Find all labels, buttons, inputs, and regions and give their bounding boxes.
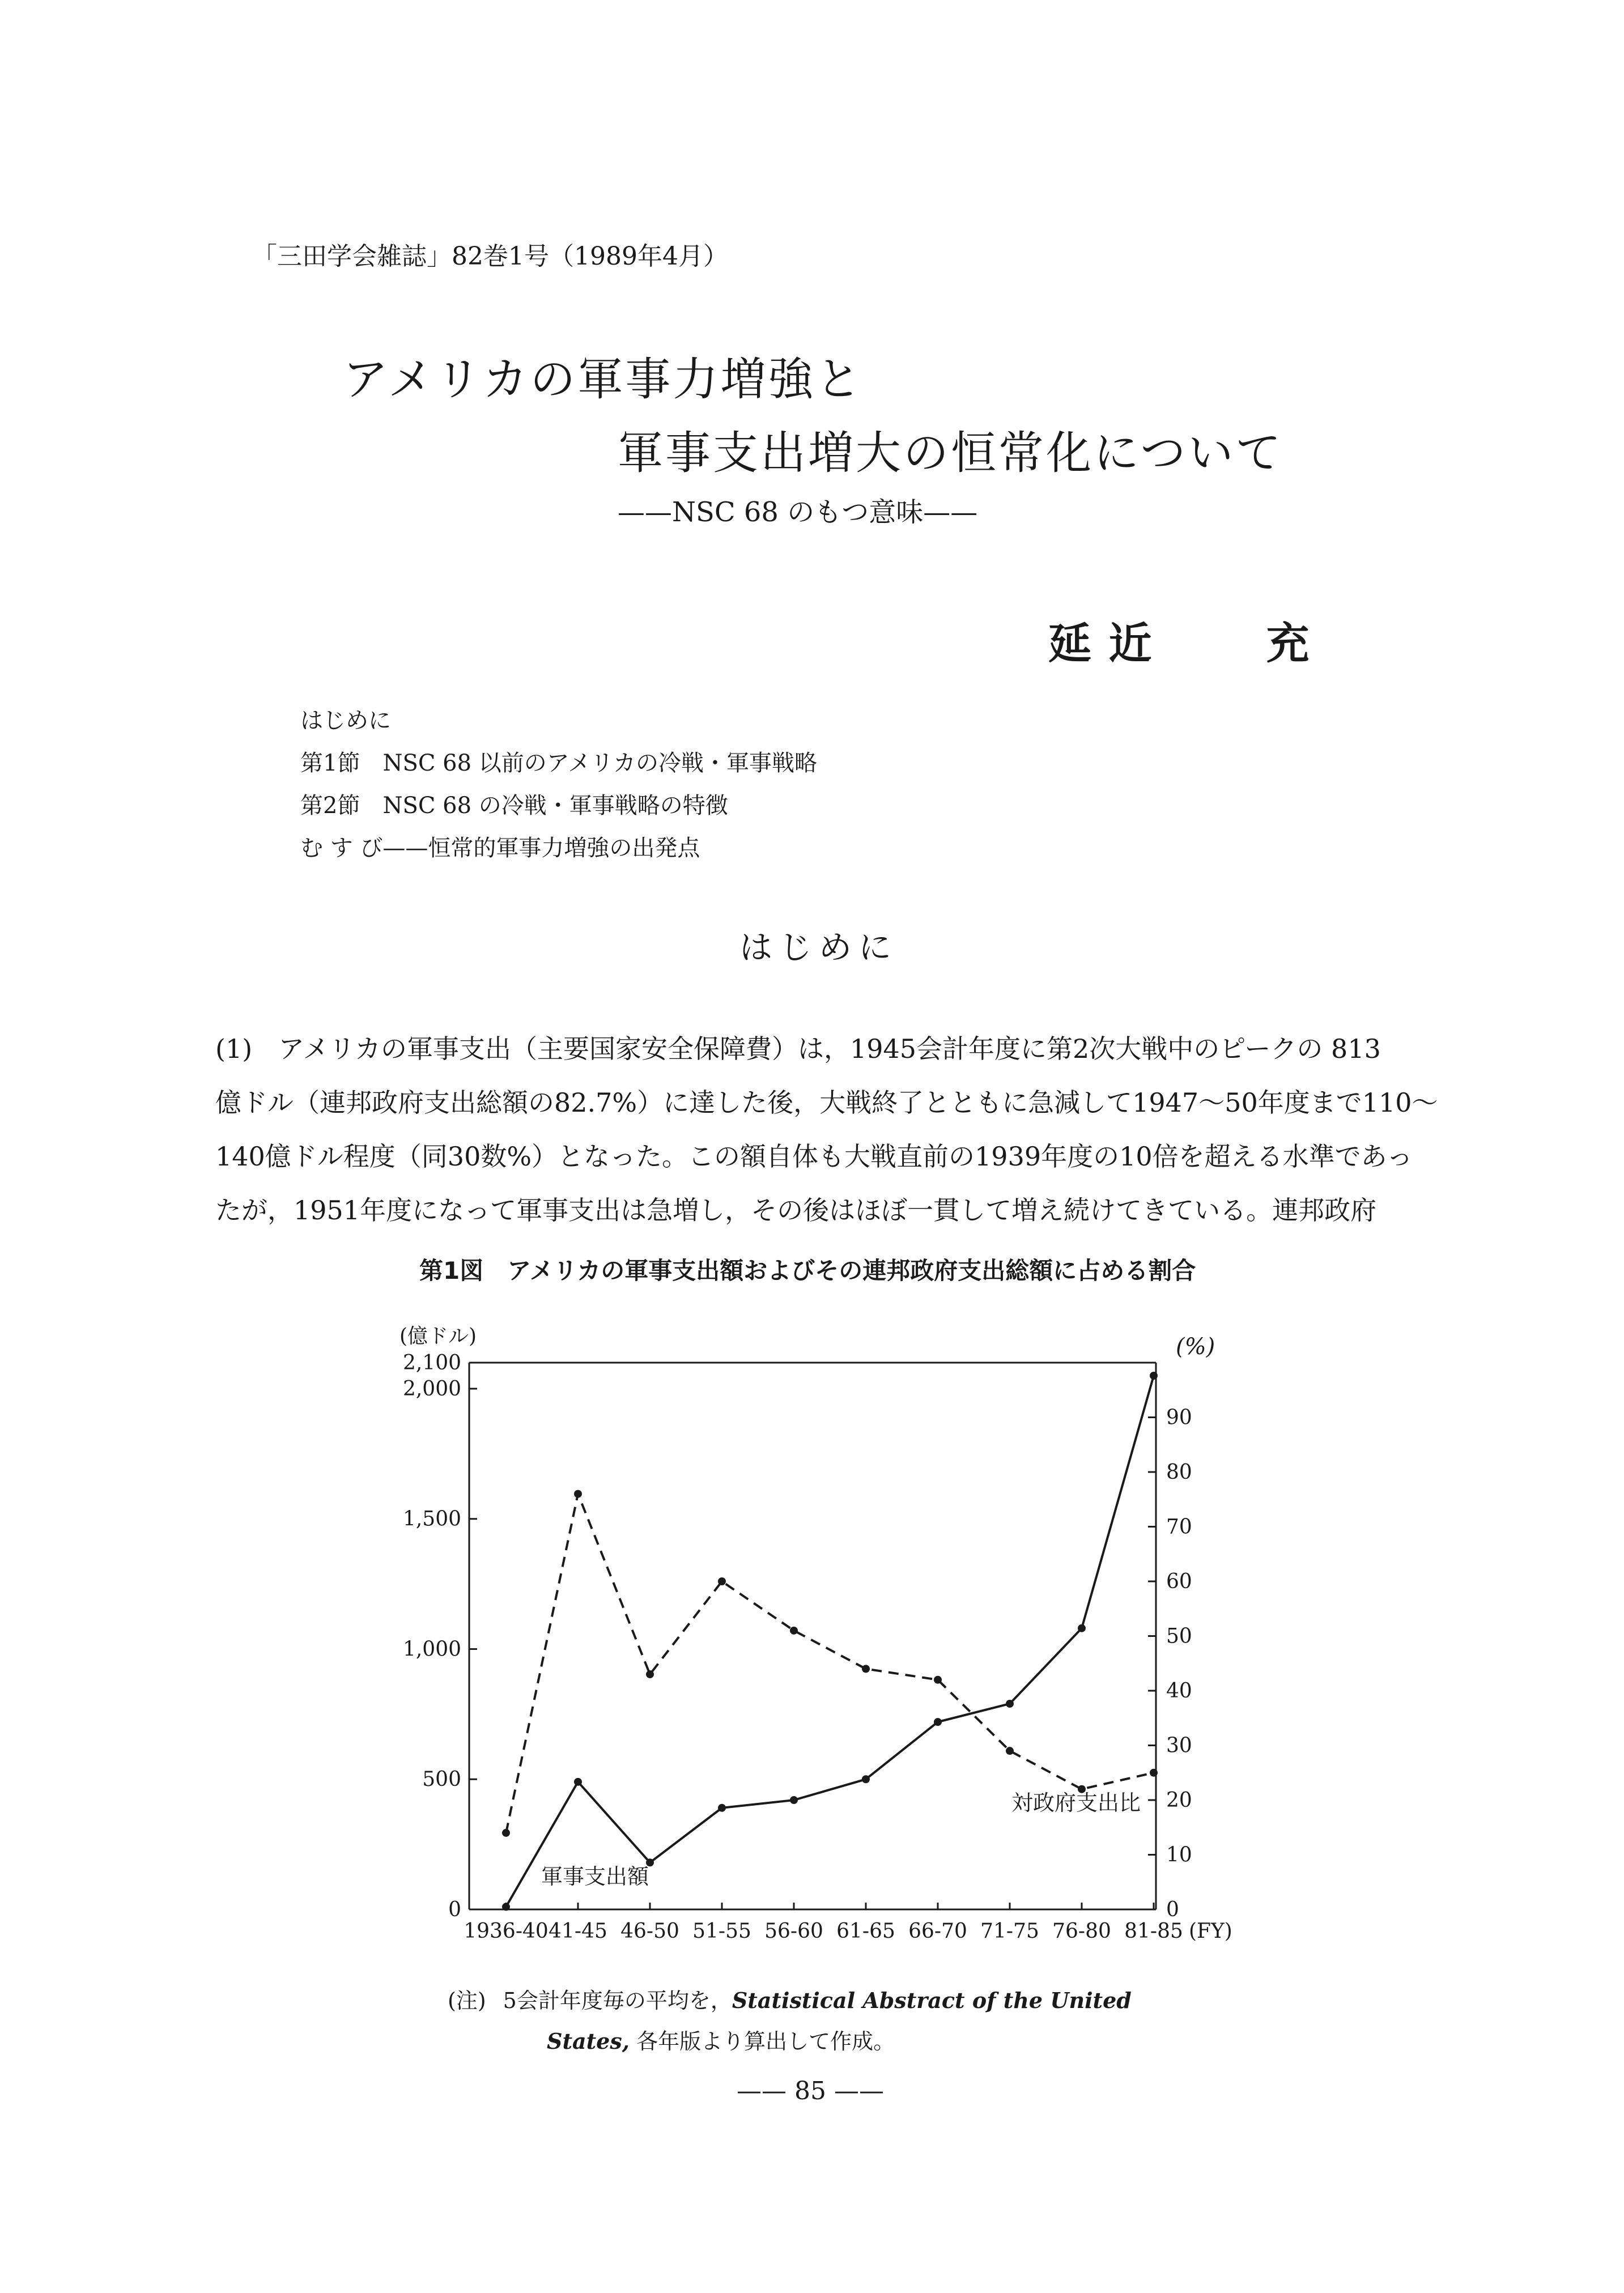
spending-data-point (574, 1778, 582, 1786)
right-axis-tick-label: 90 (1166, 1406, 1192, 1430)
toc-item: 第2節 NSC 68 の冷戦・軍事戦略の特徴 (300, 793, 728, 819)
right-axis-tick-label: 10 (1166, 1843, 1192, 1867)
x-axis-unit-label: (FY) (1189, 1920, 1232, 1943)
right-axis-tick-label: 20 (1166, 1789, 1192, 1812)
left-axis-tick-label: 2,000 (402, 1377, 461, 1401)
section-heading: はじめに (739, 928, 899, 967)
author-given-name: 充 (1266, 618, 1311, 669)
right-axis-tick-label: 30 (1166, 1734, 1192, 1758)
note-source-title: Statistical Abstract of the United (732, 1988, 1132, 2013)
note-text-cont: 各年版より算出して作成。 (629, 2029, 895, 2054)
left-axis-tick-label: 500 (422, 1768, 461, 1792)
ratio-data-point (862, 1665, 870, 1673)
spending-data-point (1150, 1372, 1158, 1380)
spending-series-label: 軍事支出額 (541, 1864, 649, 1889)
spending-data-point (502, 1903, 510, 1911)
right-axis-tick-label: 80 (1166, 1461, 1192, 1484)
figure-note-line-2 (547, 2024, 895, 2055)
x-axis-tick-label: 1936-40 (464, 1920, 549, 1943)
article-title-line-2: 軍事支出増大の恒常化について (618, 427, 1283, 479)
x-axis-tick-label: 61-65 (836, 1920, 895, 1943)
spending-data-point (862, 1775, 870, 1783)
ratio-data-point (502, 1829, 510, 1837)
x-axis-tick-label: 76-80 (1052, 1920, 1111, 1943)
ratio-data-point (1150, 1769, 1158, 1777)
x-axis-tick-label: 66-70 (908, 1920, 967, 1943)
left-axis-tick-label: 1,000 (402, 1637, 461, 1661)
note-label: (注) (448, 1988, 486, 2013)
body-text-line: 億ドル（連邦政府支出総額の82.7%）に達した後，大戦終了とともに急減して1947〜50年度まで110〜 (215, 1087, 1438, 1118)
page-number: —— 85 —— (737, 2077, 884, 2105)
x-axis-tick-label: 41-45 (549, 1920, 607, 1943)
body-text-line: 140億ドル程度（同30数%）となった。この額自体も大戦直前の1939年度の10倍を超える水準であっ (215, 1141, 1413, 1172)
ratio-data-point (1006, 1747, 1014, 1755)
figure-note-line-1 (448, 1983, 1132, 2014)
x-axis-tick-label: 71-75 (980, 1920, 1039, 1943)
spending-data-point (934, 1718, 942, 1726)
ratio-data-point (934, 1676, 942, 1684)
body-text-line: (1) アメリカの軍事支出（主要国家安全保障費）は，1945会計年度に第2次大戦中のピークの 813 (215, 1033, 1381, 1064)
body-text-line: たが，1951年度になって軍事支出は急増し，その後はほぼ一貫して増え続けてきている。連邦政府 (215, 1195, 1377, 1226)
article-subtitle: ——NSC 68 のもつ意味—— (618, 496, 978, 528)
ratio-data-point (574, 1490, 582, 1498)
right-axis-tick-label: 50 (1166, 1624, 1192, 1648)
left-axis-label: (億ドル) (399, 1325, 477, 1348)
x-axis-tick-label: 81-85 (1124, 1920, 1183, 1943)
left-axis-tick-label: 0 (448, 1898, 461, 1921)
x-axis-tick-label: 56-60 (764, 1920, 823, 1943)
article-title-line-1: アメリカの軍事力増強と (343, 353, 864, 406)
x-axis-tick-label: 51-55 (692, 1920, 751, 1943)
right-axis-label: (%) (1176, 1334, 1215, 1360)
note-text: 5会計年度毎の平均を， (503, 1988, 732, 2013)
toc-item: 第1節 NSC 68 以前のアメリカの冷戦・軍事戦略 (300, 750, 817, 776)
x-axis-tick-label: 46-50 (620, 1920, 679, 1943)
figure-title: 第1図 アメリカの軍事支出額およびその連邦政府支出総額に占める割合 (419, 1257, 1196, 1284)
toc-item: はじめに (300, 708, 391, 734)
ratio-data-point (646, 1670, 654, 1678)
left-axis-tick-label: 1,500 (402, 1507, 461, 1531)
journal-citation: 「三田学会雑誌」82巻1号（1989年4月） (252, 242, 728, 271)
right-axis-tick-label: 60 (1166, 1570, 1192, 1593)
ratio-data-point (790, 1627, 798, 1635)
left-axis-tick-label: 2,100 (402, 1351, 461, 1375)
right-axis-tick-label: 40 (1166, 1679, 1192, 1703)
spending-data-point (790, 1796, 798, 1804)
author-family-name: 延 近 (1048, 618, 1153, 669)
spending-data-point (718, 1804, 726, 1812)
ratio-series-line (506, 1494, 1154, 1833)
spending-series-line (506, 1376, 1154, 1907)
ratio-data-point (718, 1577, 726, 1585)
ratio-series-label: 対政府支出比 (1011, 1790, 1141, 1815)
toc-item: む す び——恒常的軍事力増強の出発点 (300, 835, 700, 861)
spending-data-point (1006, 1700, 1014, 1708)
note-source-title-cont: States, (547, 2028, 630, 2054)
right-axis-tick-label: 70 (1166, 1515, 1192, 1539)
spending-data-point (1078, 1624, 1086, 1632)
right-axis-tick-label: 0 (1166, 1898, 1179, 1921)
